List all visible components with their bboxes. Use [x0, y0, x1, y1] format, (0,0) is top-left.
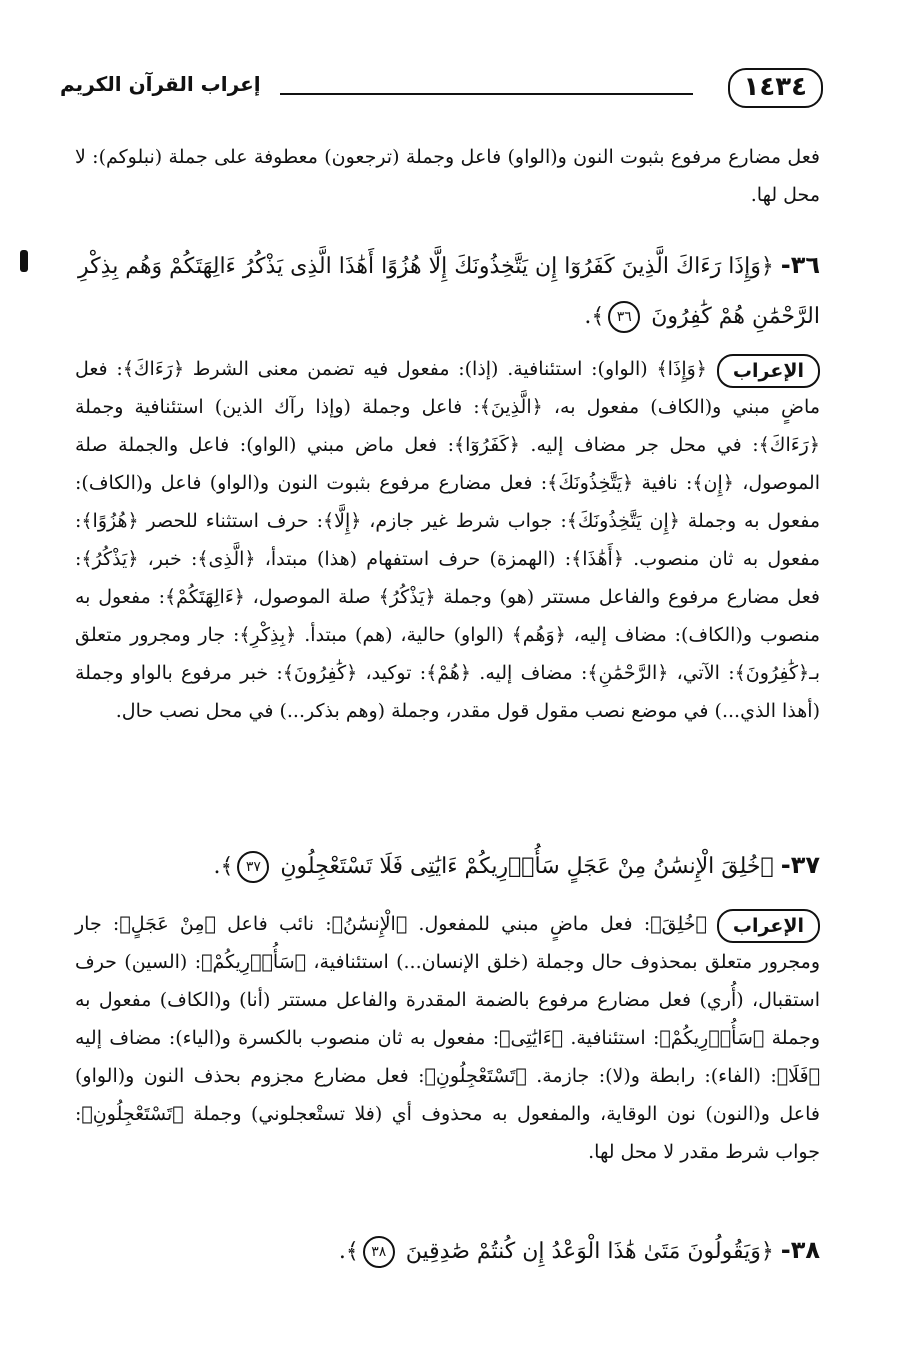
verse-text: ﴿وَإِذَا رَءَاكَ الَّذِينَ كَفَرُوٓا إِن يَتَّخِذُونَكَ إِلَّا هُزُوًا أَهَٰذَا الَّذِى يَذْكُرُ ءَالِهَتَكُمْ وَهُم بِذِكْرِ الرَّحْمَٰنِ هُمْ كَٰفِرُونَ: [78, 254, 820, 329]
irab-37: [75, 905, 820, 1171]
verse-close: ﴾.: [213, 854, 234, 879]
verse-38: [60, 1225, 820, 1277]
irab-label: الإعراب: [717, 354, 820, 388]
page-number: ١٤٣٤: [728, 68, 823, 108]
verse-badge: ٣٧: [237, 851, 269, 883]
book-title: إعراب القرآن الكريم: [60, 72, 261, 96]
verse-number: ٣٦-: [780, 251, 820, 279]
verse-badge: ٣٦: [608, 301, 640, 333]
verse-close: ﴾.: [338, 1239, 359, 1264]
page-header: [50, 68, 823, 108]
intro-paragraph: [75, 138, 820, 214]
irab-text: ﴿وَإِذَا﴾ (الواو): استئنافية. (إذا): مفعول فيه تضمن معنى الشرط ﴿رَءَاكَ﴾: فعل ماضٍ مبني و(الكاف) مفعول به، ﴿الَّذِينَ﴾: فاعل وجملة (وإذا رآك الذين) استئنافية وجملة ﴿رَءَاكَ﴾: في محل جر مضاف إليه. ﴿كَفَرُوٓا﴾: فعل ماض مبني (الواو): فاعل والجملة صلة الموصول، ﴿إِن﴾: نافية ﴿يَتَّخِذُونَكَ﴾: فعل مضارع مرفوع بثبوت النون و(الواو) فاعل و(الكاف): مفعول به وجملة ﴿إِن يَتَّخِذُونَكَ﴾: جواب شرط غير جازم، ﴿إِلَّا﴾: حرف استثناء للحصر ﴿هُزُوًا﴾: مفعول به ثان منصوب. ﴿أَهَٰذَا﴾: (الهمزة) حرف استفهام (هذا) مبتدأ، ﴿الَّذِى﴾: خبر، ﴿يَذْكُرُ﴾: فعل مضارع مرفوع والفاعل مستتر (هو) وجملة ﴿يَذْكُرُ﴾ صلة الموصول، ﴿ءَالِهَتَكُمْ﴾: مفعول به منصوب و(الكاف): مضاف إليه، ﴿وَهُم﴾ (الواو) حالية، (هم) مبتدأ. ﴿بِذِكْرِ﴾: جار ومجرور متعلق بـ﴿كَٰفِرُونَ﴾: الآتي، ﴿الرَّحْمَٰنِ﴾: مضاف إليه. ﴿هُمْ﴾: توكيد، ﴿كَٰفِرُونَ﴾: خبر مرفوع بالواو وجملة (أهذا الذي...) في موضع نصب مقول قول مقدر، وجملة (وهم بذكر...) في محل نصب حال.: [75, 358, 820, 722]
verse-37: [60, 840, 820, 892]
verse-text: ﴿وَيَقُولُونَ مَتَىٰ هَٰذَا الْوَعْدُ إِن كُنتُمْ صَٰدِقِينَ: [405, 1239, 774, 1264]
irab-text: ﴿خُلِقَ﴾: فعل ماضٍ مبني للمفعول. ﴿الْإِنسَٰنُ﴾: نائب فاعل ﴿مِنْ عَجَلٍ﴾: جار ومجرور متعلق بمحذوف حال وجملة (خلق الإنسان...) استئنافية، ﴿سَأُو۟رِيكُمْ﴾: (السين) حرف استقبال، (أُري) فعل مضارع مرفوع بالضمة المقدرة والفاعل مستتر (أنا) و(الكاف) مفعول به وجملة ﴿سَأُو۟رِيكُمْ﴾: استئنافية. ﴿ءَايَٰتِى﴾: مفعول به ثان منصوب بالكسرة و(الياء): مضاف إليه ﴿فَلَا﴾: (الفاء): رابطة و(لا): جازمة. ﴿تَسْتَعْجِلُونِ﴾: فعل مضارع مجزوم بحذف النون و(الواو) فاعل و(النون) نون الوقاية، والمفعول به محذوف أي (فلا تستْعجلوني) وجملة ﴿تَسْتَعْجِلُونِ﴾: جواب شرط مقدر لا محل لها.: [75, 913, 820, 1163]
irab-36: [75, 350, 820, 730]
verse-number: ٣٧-: [780, 851, 820, 879]
verse-number: ٣٨-: [780, 1236, 820, 1264]
header-rule: [280, 93, 693, 95]
verse-close: ﴾.: [584, 304, 605, 329]
verse-36: [60, 240, 820, 342]
verse-text: ﴿خُلِقَ الْإِنسَٰنُ مِنْ عَجَلٍ سَأُو۟رِيكُمْ ءَايَٰتِى فَلَا تَسْتَعْجِلُونِ: [280, 854, 774, 879]
intro-text: فعل مضارع مرفوع بثبوت النون و(الواو) فاعل وجملة (ترجعون) معطوفة على جملة (نبلوكم): لا محل لها.: [75, 146, 820, 206]
margin-marker: [20, 250, 28, 272]
irab-label: الإعراب: [717, 909, 820, 943]
verse-badge: ٣٨: [363, 1236, 395, 1268]
